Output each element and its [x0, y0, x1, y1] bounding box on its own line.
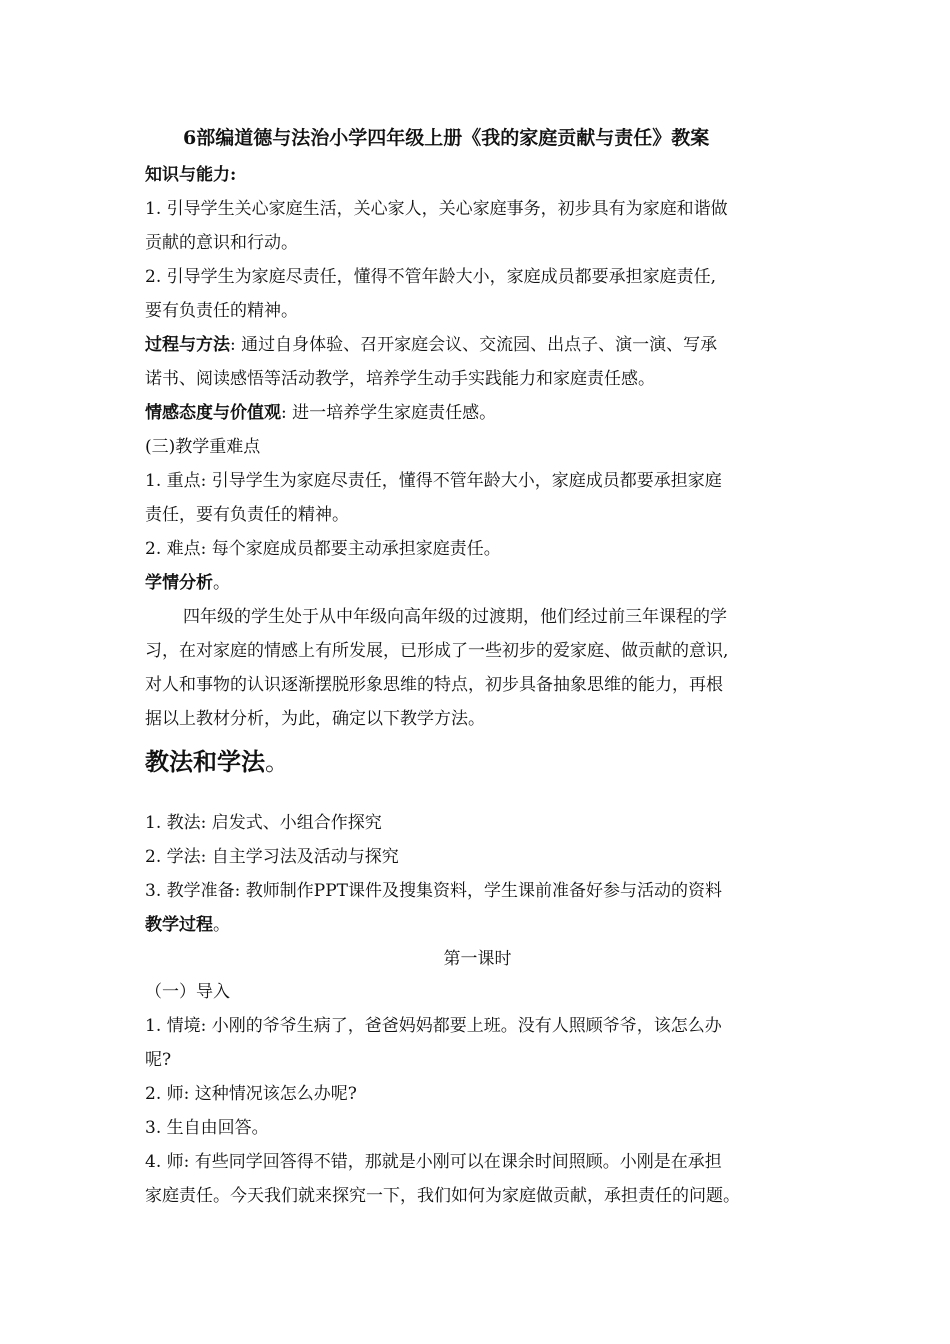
process-label: 过程与方法: [145, 335, 230, 355]
methods-heading: [145, 742, 810, 782]
process-paragraph: [145, 328, 810, 396]
keypoint-item-2: [145, 532, 810, 566]
knowledge-heading: 知识与能力:: [145, 165, 237, 185]
teaching-item-2: [145, 1077, 810, 1111]
keypoint-item-1-line-1: 1. 重点: 引导学生为家庭尽责任，懂得不管年龄大小，家庭成员都要承担家庭: [145, 471, 722, 491]
knowledge-item-1-line-2: 贡献的意识和行动。: [145, 233, 298, 253]
analysis-line-1: 四年级的学生处于从中年级向高年级的过渡期，他们经过前三年课程的学: [183, 607, 727, 627]
keypoint-item-1-line-2: 责任，要有负责任的精神。: [145, 505, 349, 525]
teaching-item-3-line-1: 3. 生自由回答。: [145, 1118, 269, 1138]
emotion-paragraph: [145, 396, 810, 430]
analysis-heading-suffix: 。: [213, 573, 230, 593]
teaching-item-4-line-1: 4. 师: 有些同学回答得不错，那就是小刚可以在课余时间照顾。小刚是在承担: [145, 1152, 722, 1172]
teaching-item-3: [145, 1111, 810, 1145]
teaching-item-4-line-2: 家庭责任。今天我们就来探究一下，我们如何为家庭做贡献，承担责任的问题。: [145, 1186, 740, 1206]
analysis-paragraph: [145, 600, 810, 736]
document-title: 6部编道德与法治小学四年级上册《我的家庭贡献与责任》教案: [183, 127, 710, 149]
keypoints-heading: (三)教学重难点: [145, 437, 261, 457]
teaching-item-1-line-1: 1. 情境: 小刚的爷爷生病了，爸爸妈妈都要上班。没有人照顾爷爷，该怎么办: [145, 1016, 722, 1036]
teaching-item-4: [145, 1145, 810, 1213]
teaching-item-1: [145, 1009, 810, 1077]
process-line-2: 诺书、阅读感悟等活动教学，培养学生动手实践能力和家庭责任感。: [145, 369, 655, 389]
intro-heading: （一）导入: [145, 982, 230, 1002]
keypoint-item-1: [145, 464, 810, 532]
method-item-3: 3. 教学准备: 教师制作PPT课件及搜集资料，学生课前准备好参与活动的资料: [145, 881, 722, 901]
teaching-item-2-line-1: 2. 师: 这种情况该怎么办呢?: [145, 1084, 357, 1104]
process-line-1: [145, 328, 810, 362]
knowledge-item-1-line-1: 1. 引导学生关心家庭生活，关心家人，关心家庭事务，初步具有为家庭和谐做: [145, 199, 728, 219]
knowledge-item-2-line-1: 2. 引导学生为家庭尽责任，懂得不管年龄大小，家庭成员都要承担家庭责任,: [145, 267, 717, 287]
teaching-heading: [145, 908, 810, 942]
lesson-title: 第一课时: [443, 949, 512, 969]
method-item-2: 2. 学法: 自主学习法及活动与探究: [145, 847, 399, 867]
methods-heading-text: 教法和学法: [145, 747, 265, 776]
analysis-line-2: 习，在对家庭的情感上有所发展，已形成了一些初步的爱家庭、做贡献的意识,: [145, 641, 729, 661]
keypoint-item-2-line-1: 2. 难点: 每个家庭成员都要主动承担家庭责任。: [145, 539, 501, 559]
knowledge-item-2-line-2: 要有负责任的精神。: [145, 301, 298, 321]
method-item-1: 1. 教法: 启发式、小组合作探究: [145, 813, 382, 833]
teaching-heading-suffix: 。: [213, 915, 230, 935]
analysis-heading: [145, 566, 810, 600]
emotion-text: : 进一培养学生家庭责任感。: [281, 403, 497, 423]
methods-heading-suffix: 。: [265, 748, 289, 776]
teaching-heading-text: 教学过程: [145, 915, 213, 935]
knowledge-item-2: [145, 260, 810, 328]
process-text-1: : 通过自身体验、召开家庭会议、交流园、出点子、演一演、写承: [230, 335, 718, 355]
emotion-label: 情感态度与价值观: [145, 403, 281, 423]
teaching-item-1-line-2: 呢?: [145, 1050, 172, 1070]
knowledge-item-1: [145, 192, 810, 260]
analysis-line-3: 对人和事物的认识逐渐摆脱形象思维的特点，初步具备抽象思维的能力，再根: [145, 675, 723, 695]
analysis-line-4: 据以上教材分析，为此，确定以下教学方法。: [145, 709, 485, 729]
analysis-heading-text: 学情分析: [145, 573, 213, 593]
document-page: [145, 118, 810, 1213]
